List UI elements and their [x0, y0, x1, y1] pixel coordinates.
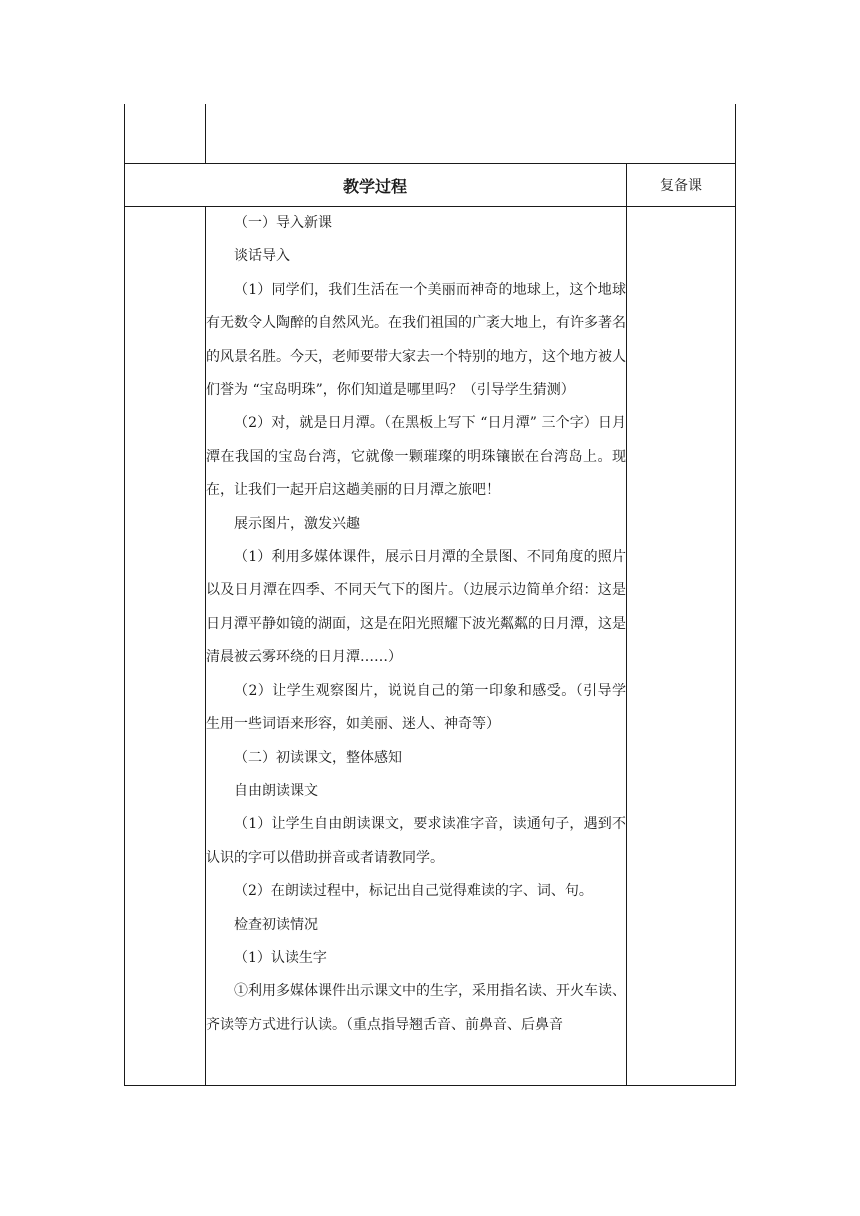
table-right-border — [735, 104, 736, 1086]
table-left-border — [124, 104, 125, 1086]
paragraph: 检查初读情况 — [234, 916, 318, 933]
paragraph: 自由朗读课文 — [234, 782, 318, 799]
paragraph: ①利用多媒体课件出示课文中的生字，采用指名读、开火车读、齐读等方式进行认读。（重点指导翘舌音、前鼻音、后鼻音 — [206, 983, 626, 1033]
paragraph: （2）对，就是日月潭。（在黑板上写下 “日月潭” 三个字）日月潭在我国的宝岛台湾，它就像一颗璀璨的明珠镶嵌在台湾岛上。现在，让我们一起开启这趟美丽的日月潭之旅吧！ — [206, 415, 626, 499]
paragraph: 谈话导入 — [234, 248, 290, 265]
table-inner-divider — [205, 104, 206, 164]
paragraph: （2）在朗读过程中，标记出自己觉得难读的字、词、句。 — [234, 883, 593, 900]
paragraph: （二）初读课文，整体感知 — [234, 749, 402, 766]
paragraph: （1）同学们，我们生活在一个美丽而神奇的地球上，这个地球有无数令人陶醉的自然风光。在我们祖国的广袤大地上，有许多著名的风景名胜。今天，老师要带大家去一个特别的地方，这个地方被人们誉为 “宝岛明珠”，你们知道是哪里吗？（引导学生猜测） — [206, 281, 626, 399]
paragraph: （一）导入新课 — [234, 215, 332, 231]
paragraph: （2）让学生观察图片，说说自己的第一印象和感受。（引导学生用一些词语来形容，如美丽、迷人、神奇等） — [206, 682, 626, 733]
paragraph: （1）利用多媒体课件，展示日月潭的全景图、不同角度的照片以及日月潭在四季、不同天气下的图片。（边展示边简单介绍：这是日月潭平静如镜的湖面，这是在阳光照耀下波光粼粼的日月潭，这是清晨被云雾环绕的日月潭……） — [206, 549, 626, 666]
table-side-divider — [626, 164, 627, 1086]
section-heading: 教学过程 — [342, 176, 407, 196]
paragraph: （1）认读生字 — [234, 949, 327, 966]
paragraph: 展示图片，激发兴趣 — [234, 515, 360, 532]
table-bottom-border — [124, 1085, 736, 1086]
lesson-content — [206, 207, 626, 1085]
side-column-heading: 复备课 — [660, 178, 702, 194]
paragraph: （1）让学生自由朗读课文，要求读准字音，读通句子，遇到不认识的字可以借助拼音或者请教同学。 — [206, 816, 626, 866]
